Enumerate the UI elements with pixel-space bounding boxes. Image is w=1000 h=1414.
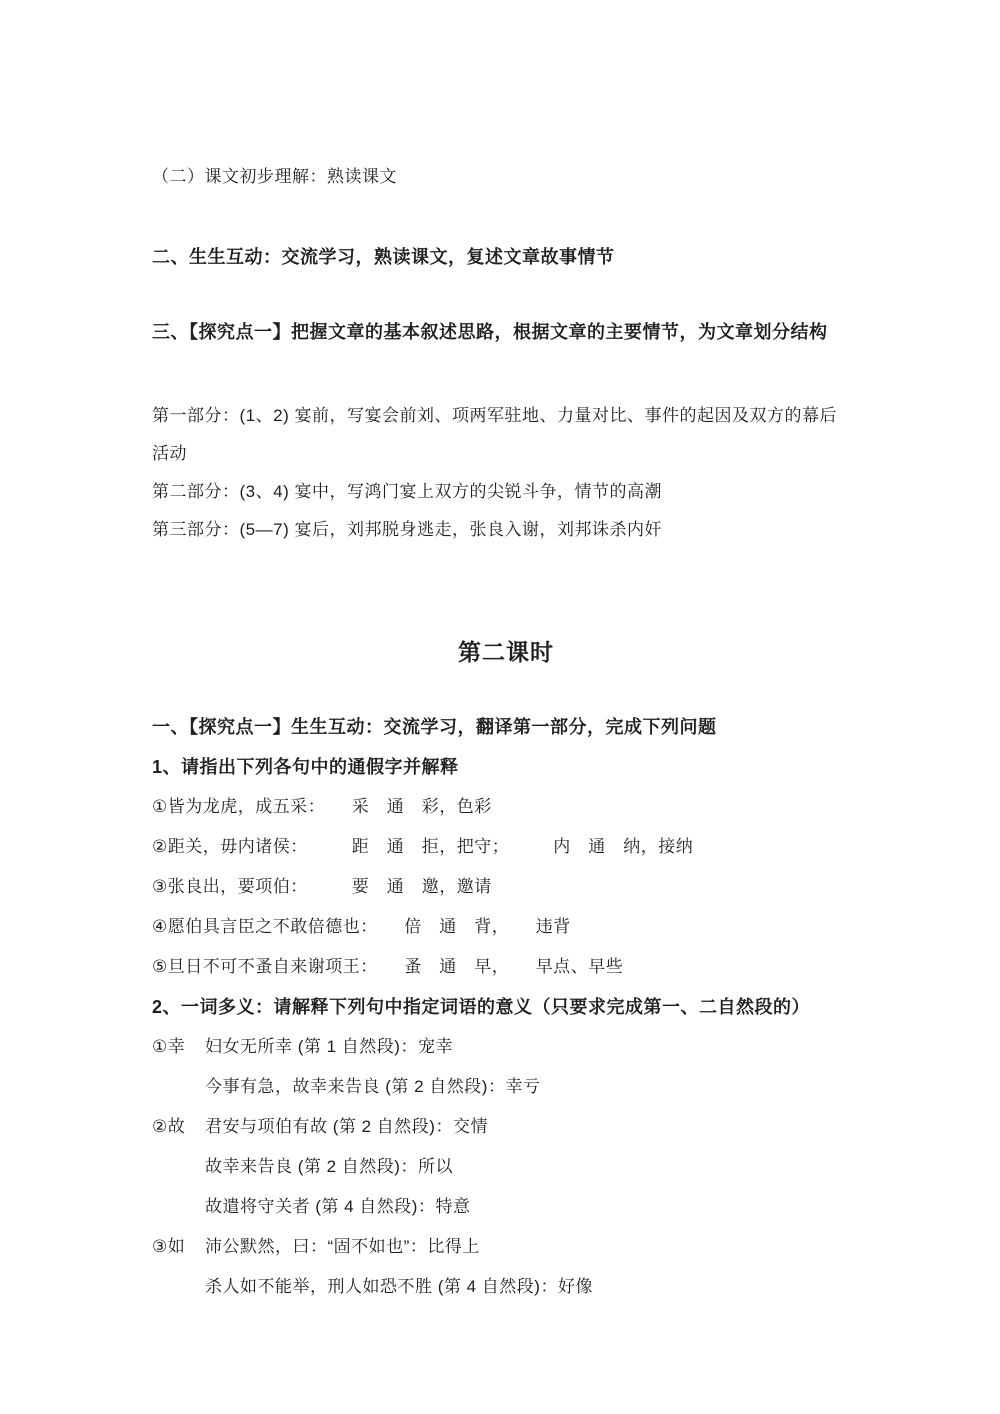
polysemy-heading: 2、一词多义：请解释下列句中指定词语的意义（只要求完成第一、二自然段的） <box>152 997 811 1017</box>
polysemy-entry-label: ①幸 <box>152 1037 186 1056</box>
section-three-heading: 三、【探究点一】把握文章的基本叙述思路，根据文章的主要情节，为文章划分结构 <box>152 322 828 342</box>
polysemy-entry-xing <box>152 1027 860 1107</box>
tongjiazi-item-5: ⑤旦日不可不蚤自来谢项王： 蚤 通 早， 早点、早些 <box>152 957 624 976</box>
structure-parts <box>152 397 860 549</box>
polysemy-line: 杀人如不能举，刑人如恐不胜 (第 4 自然段)：好像 <box>205 1277 593 1296</box>
part-one-line-1: 第一部分：(1、2) 宴前，写宴会前刘、项两军驻地、力量对比、事件的起因及双方的幕后 <box>152 406 837 425</box>
polysemy-line: 沛公默然，曰：“固不如也”：比得上 <box>205 1237 480 1256</box>
tongjiazi-item-2: ②距关，毋内诸侯： 距 通 拒，把守； 内 通 纳，接纳 <box>152 837 694 856</box>
polysemy-line: 君安与项伯有故 (第 2 自然段)：交情 <box>205 1117 488 1136</box>
tongjiazi-heading: 1、请指出下列各句中的通假字并解释 <box>152 757 459 777</box>
tongjiazi-item-1: ①皆为龙虎，成五采： 采 通 彩，色彩 <box>152 797 492 816</box>
polysemy-line: 妇女无所幸 (第 1 自然段)：宠幸 <box>205 1037 453 1056</box>
part-two-line: 第二部分：(3、4) 宴中，写鸿门宴上双方的尖锐斗争，情节的高潮 <box>152 482 662 501</box>
lesson-title: 第二课时 <box>458 639 554 665</box>
tongjiazi-item-4: ④愿伯具言臣之不敢倍德也： 倍 通 背， 违背 <box>152 917 571 936</box>
polysemy-entry-lines <box>205 1027 860 1107</box>
polysemy-entry-label: ②故 <box>152 1117 186 1136</box>
part-three-line: 第三部分：(5—7) 宴后，刘邦脱身逃走，张良入谢，刘邦诛杀内奸 <box>152 520 662 539</box>
polysemy-entry-gu <box>152 1107 860 1227</box>
intro-line: （二）课文初步理解：熟读课文 <box>152 167 397 186</box>
section-two-heading: 二、生生互动：交流学习，熟读课文，复述文章故事情节 <box>152 247 615 267</box>
polysemy-line: 故遣将守关者 (第 4 自然段)：特意 <box>205 1197 471 1216</box>
section-one-heading-lesson2: 一、【探究点一】生生互动：交流学习，翻译第一部分，完成下列问题 <box>152 717 717 737</box>
polysemy-entry-lines <box>205 1227 860 1307</box>
polysemy-line: 故幸来告良 (第 2 自然段)：所以 <box>205 1157 453 1176</box>
part-one-line-2: 活动 <box>152 444 187 463</box>
tongjiazi-item-3: ③张良出，要项伯： 要 通 邀，邀请 <box>152 877 492 896</box>
polysemy-entry-label: ③如 <box>152 1237 186 1256</box>
polysemy-line: 今事有急，故幸来告良 (第 2 自然段)：幸亏 <box>205 1077 541 1096</box>
polysemy-entry-lines <box>205 1107 860 1227</box>
polysemy-entry-ru <box>152 1227 860 1307</box>
